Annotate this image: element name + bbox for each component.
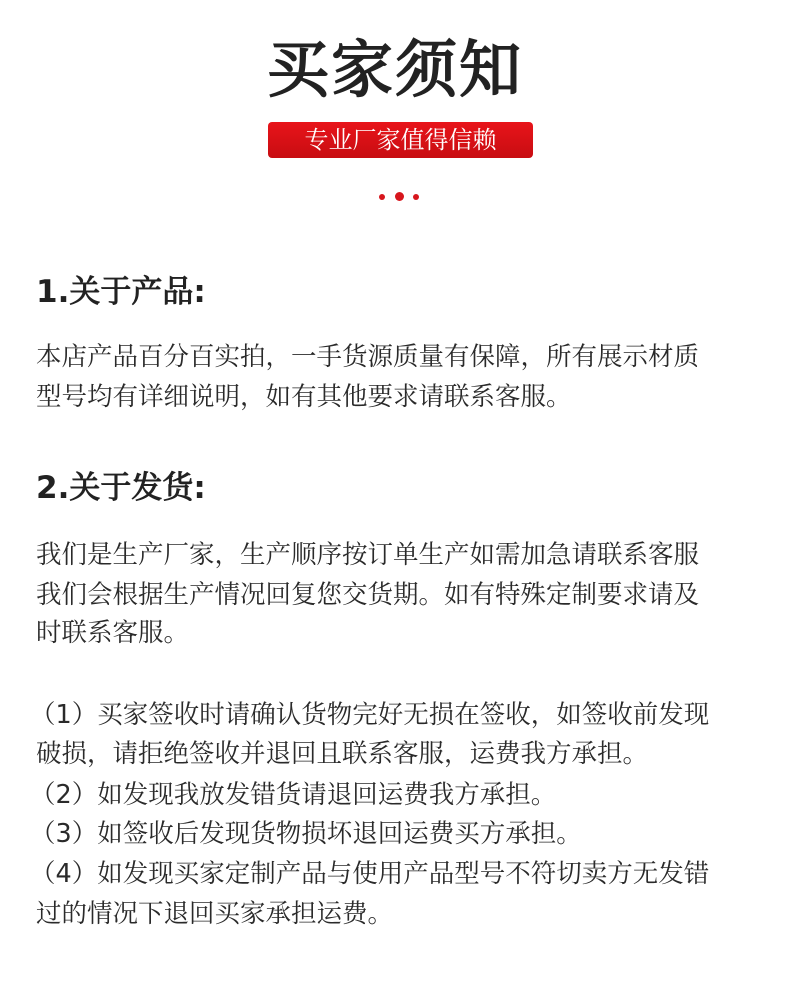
- note-line: （1）买家签收时请确认货物完好无损在签收，如签收前发现: [30, 700, 710, 730]
- decor-dot: [395, 192, 404, 201]
- section-heading-shipping: 2.关于发货:: [36, 470, 206, 506]
- section-heading-product: 1.关于产品:: [36, 274, 206, 310]
- text-line: 我们是生产厂家，生产顺序按订单生产如需加急请联系客服: [36, 540, 700, 570]
- note-line: （2）如发现我放发错货请退回运费我方承担。: [30, 780, 557, 810]
- slogan-badge: 专业厂家值得信赖: [268, 122, 533, 158]
- text-line: 型号均有详细说明，如有其他要求请联系客服。: [36, 382, 572, 412]
- note-line: （3）如签收后发现货物损坏退回运费买方承担。: [30, 819, 582, 849]
- text-line: 本店产品百分百实拍，一手货源质量有保障，所有展示材质: [36, 342, 700, 372]
- decor-dot: [379, 194, 385, 200]
- text-line: 我们会根据生产情况回复您交货期。如有特殊定制要求请及: [36, 580, 700, 610]
- note-line: （4）如发现买家定制产品与使用产品型号不符切卖方无发错: [30, 859, 710, 889]
- note-line: 过的情况下退回买家承担运费。: [36, 899, 394, 929]
- decor-dot: [413, 194, 419, 200]
- note-line: 破损，请拒绝签收并退回且联系客服，运费我方承担。: [36, 739, 649, 769]
- page-title: 买家须知: [266, 33, 523, 106]
- text-line: 时联系客服。: [36, 618, 190, 648]
